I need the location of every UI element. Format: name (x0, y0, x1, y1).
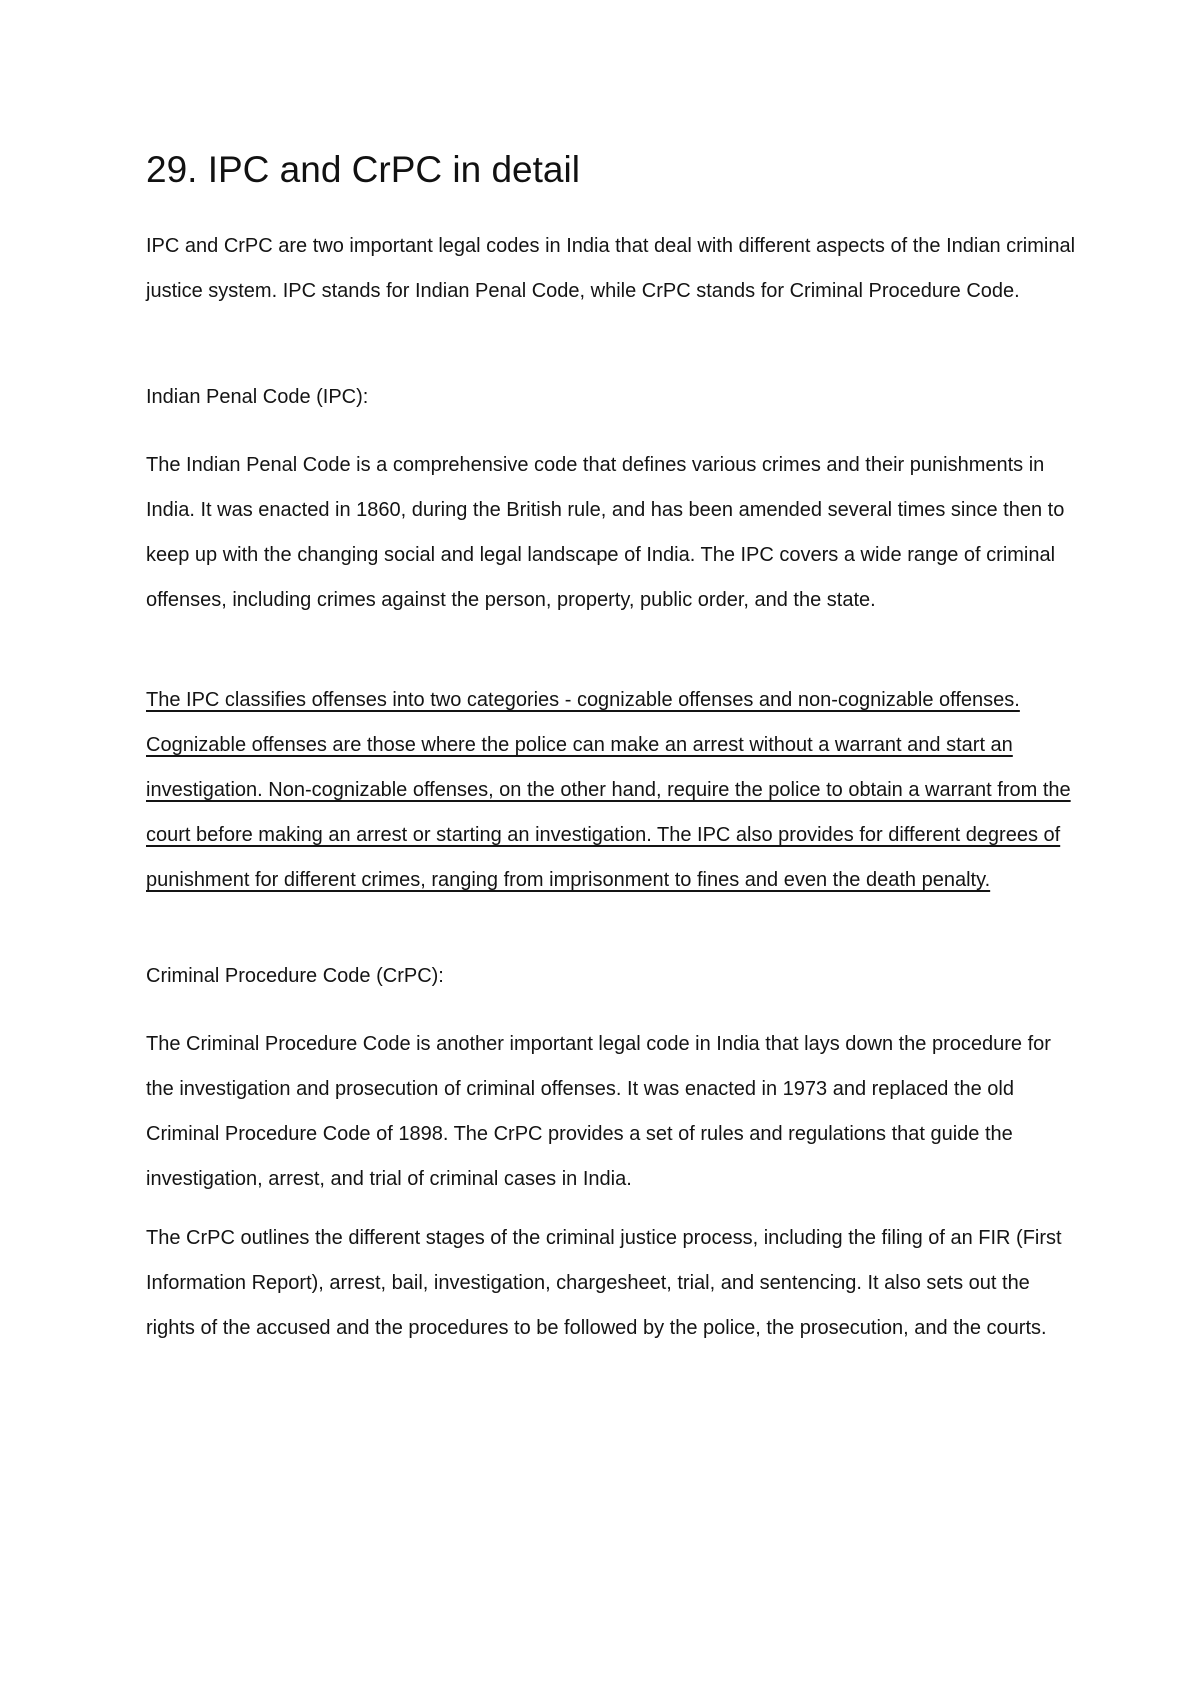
page-title: 29. IPC and CrPC in detail (146, 149, 580, 190)
intro-paragraph: IPC and CrPC are two important legal codes in India that deal with different aspects of the Indian criminal justice system. IPC stands for Indian Penal Code, while CrPC stands for Criminal Procedure Code. (146, 235, 1076, 302)
ipc-paragraph-1: The Indian Penal Code is a comprehensive code that defines various crimes and their punishments in India. It was enacted in 1860, during the British rule, and has been amended several times since then to keep up with the changing social and legal landscape of India. The IPC covers a wide range of criminal offenses, including crimes against the person, property, public order, and the state. (146, 454, 1065, 611)
crpc-heading: Criminal Procedure Code (CrPC): (146, 965, 444, 987)
ipc-heading: Indian Penal Code (IPC): (146, 386, 369, 408)
ipc-paragraph-2: The IPC classifies offenses into two categories - cognizable offenses and non-cognizable offenses. Cognizable offenses are those where the police can make an arrest without a warrant and start an investigation. Non-cognizable offenses, on the other hand, require the police to obtain a warrant from the court before making an arrest or starting an investigation. The IPC also provides for different degrees of punishment for different crimes, ranging from imprisonment to fines and even the death penalty. (146, 689, 1071, 891)
crpc-paragraph-2: The CrPC outlines the different stages of the criminal justice process, including the filing of an FIR (First Information Report), arrest, bail, investigation, chargesheet, trial, and sentencing. It also sets out the rights of the accused and the procedures to be followed by the police, the prosecution, and the courts. (146, 1227, 1062, 1339)
crpc-paragraph-1: The Criminal Procedure Code is another important legal code in India that lays down the procedure for the investigation and prosecution of criminal offenses. It was enacted in 1973 and replaced the old Criminal Procedure Code of 1898. The CrPC provides a set of rules and regulations that guide the investigation, arrest, and trial of criminal cases in India. (146, 1033, 1051, 1190)
